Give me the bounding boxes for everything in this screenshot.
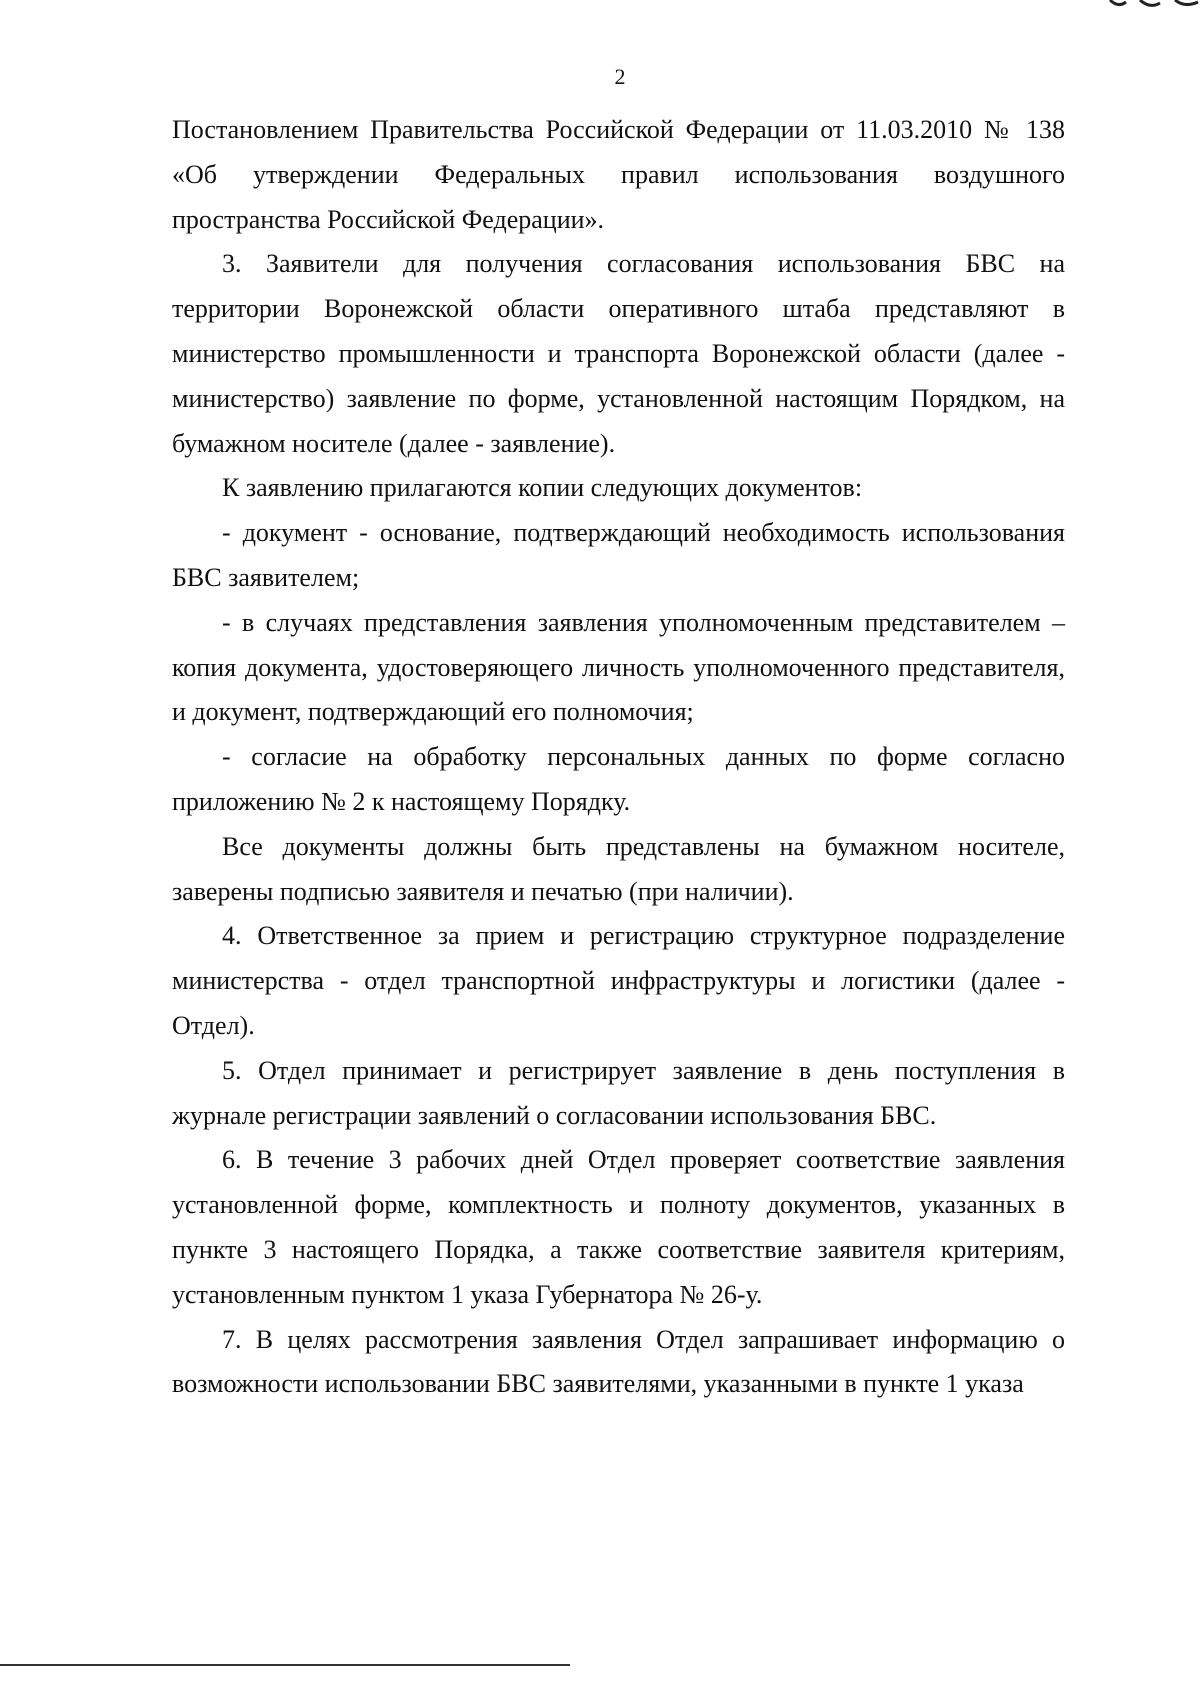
paragraph-attachments-intro: К заявлению прилагаются копии следующих документов:: [222, 473, 863, 503]
paragraph-item-5: 5. Отдел принимает и регистрирует заявление в день поступления в журнале регистрации заявлений о согласовании использования БВС.: [172, 1055, 1065, 1130]
document-body: [172, 108, 1065, 1407]
paragraph-item-3: 3. Заявители для получения согласования использования БВС на территории Воронежской области оперативного штаба представляют в министерство промышленности и транспорта Воронежской области (далее - министерство) заявление по форме, установленной настоящим Порядком, на бумажном носителе (далее - заявление).: [172, 249, 1065, 458]
scan-artifact-mark: [1100, 0, 1200, 10]
paragraph-item-7: 7. В целях рассмотрения заявления Отдел запрашивает информацию о возможности использовании БВС заявителями, указанными в пункте 1 указа: [172, 1324, 1065, 1399]
paragraph-item-4: 4. Ответственное за прием и регистрацию структурное подразделение министерства - отдел транспортной инфраструктуры и логистики (далее - Отдел).: [172, 921, 1065, 1040]
paragraph-paper-requirement: Все документы должны быть представлены на бумажном носителе, заверены подписью заявителя и печатью (при наличии).: [172, 831, 1065, 906]
paragraph-continuation: Постановлением Правительства Российской Федерации от 11.03.2010 № 138 «Об утверждении Федеральных правил использования воздушного пространства Российской Федерации».: [172, 115, 1065, 234]
footer-divider: [0, 1664, 570, 1666]
list-item-consent: - согласие на обработку персональных данных по форме согласно приложению № 2 к настоящему Порядку.: [172, 742, 1065, 816]
page-number: 2: [614, 64, 626, 89]
list-item-representative: - в случаях представления заявления уполномоченным представителем – копия документа, удостоверяющего личность уполномоченного представителя, и документ, подтверждающий его полномочия;: [172, 607, 1065, 727]
list-item-basis-document: - документ - основание, подтверждающий необходимость использования БВС заявителем;: [172, 518, 1065, 592]
paragraph-item-6: 6. В течение 3 рабочих дней Отдел проверяет соответствие заявления установленной форме, комплектность и полноту документов, указанных в пункте 3 настоящего Порядка, а также соответствие заявителя критериям, установленным пунктом 1 указа Губернатора № 26-у.: [172, 1145, 1065, 1309]
